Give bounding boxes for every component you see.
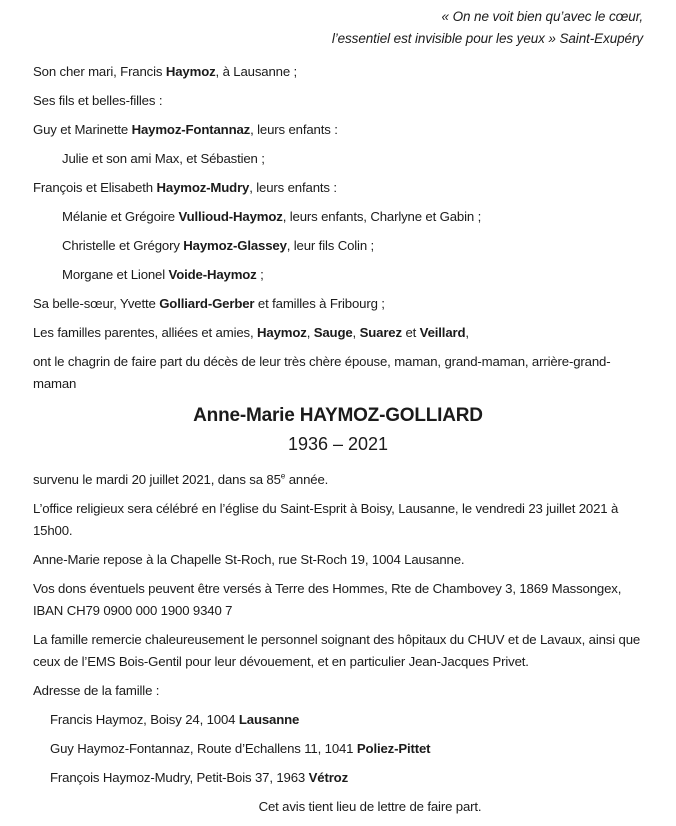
detail-line [33,767,643,789]
emphasized-name: Vétroz [308,770,349,785]
details-section [33,469,643,789]
text-segment: Adresse de la famille : [33,683,160,698]
quote-line-1: « On ne voit bien qu’avec le cœur, [441,9,643,24]
emphasized-name: Haymoz [257,325,307,340]
family-line [33,264,643,286]
text-segment: ; [256,267,264,282]
emphasized-name: Haymoz-Fontannaz [131,122,251,137]
quote-line-2: l’essentiel est invisible pour les yeux » Saint-Exupéry [331,31,643,46]
text-segment: Guy Haymoz-Fontannaz, Route d’Echallens 11, 1041 [50,741,357,756]
text-segment: et [401,325,420,340]
detail-line [33,738,643,760]
text-segment: année. [285,472,329,487]
epigraph-quote [33,6,643,50]
emphasized-name: Poliez-Pittet [356,741,431,756]
family-line [33,351,643,395]
text-segment: Vos dons éventuels peuvent être versés à Terre des Hommes, Rte de Chambovey 3, 1869 Massongex, IBAN CH79 0900 000 1900 9340 7 [33,581,622,618]
emphasized-name: Suarez [359,325,402,340]
emphasized-name: Vullioud-Haymoz [178,209,283,224]
text-segment: Sa belle-sœur, Yvette [33,296,160,311]
detail-line [33,469,643,491]
text-segment: Guy et Marinette [33,122,132,137]
family-line [33,119,643,141]
detail-line [33,709,643,731]
text-segment: La famille remercie chaleureusement le personnel soignant des hôpitaux du CHUV et de Lavaux, ainsi que ceux de l’EMS Bois-Gentil pour leur dévouement, et en particulier Jean-Jacques Privet. [33,632,641,669]
text-segment: ont le chagrin de faire part du décès de leur très chère épouse, maman, grand-maman, arrière-grand-maman [33,354,611,391]
closing-line: Cet avis tient lieu de lettre de faire part. [258,799,482,814]
text-segment: , [306,325,314,340]
text-segment: Anne-Marie repose à la Chapelle St-Roch, rue St-Roch 19, 1004 Lausanne. [33,552,465,567]
text-segment: Christelle et Grégory [62,238,184,253]
family-line [33,206,643,228]
family-line [33,322,643,344]
family-section [33,61,643,395]
family-line [33,148,643,170]
detail-line [33,549,643,571]
text-segment: Morgane et Lionel [62,267,169,282]
text-segment: et familles à Fribourg ; [254,296,385,311]
family-line [33,235,643,257]
text-segment: Ses fils et belles-filles : [33,93,163,108]
emphasized-name: Haymoz-Mudry [156,180,250,195]
text-segment: , leurs enfants, Charlyne et Gabin ; [282,209,482,224]
emphasized-name: Haymoz-Glassey [183,238,287,253]
text-segment: , à Lausanne ; [215,64,298,79]
text-segment: survenu le mardi 20 juillet 2021, dans sa 85 [33,472,281,487]
detail-line [33,680,643,702]
text-segment: , [465,325,469,340]
text-segment: L’office religieux sera célébré en l’église du Saint-Esprit à Boisy, Lausanne, le vendredi 23 juillet 2021 à 15h00. [33,501,619,538]
text-segment: François Haymoz-Mudry, Petit-Bois 37, 1963 [50,770,309,785]
life-years: 1936 – 2021 [287,434,389,454]
ordinal-superscript: e [280,471,286,481]
family-line [33,90,643,112]
deceased-name: Anne-Marie HAYMOZ-GOLLIARD [193,405,483,426]
emphasized-name: Sauge [313,325,353,340]
text-segment: Mélanie et Grégoire [62,209,179,224]
emphasized-name: Golliard-Gerber [159,296,255,311]
emphasized-name: Voide-Haymoz [168,267,257,282]
emphasized-name: Haymoz [165,64,216,79]
text-segment: Les familles parentes, alliées et amies, [33,325,258,340]
detail-line [33,498,643,542]
family-line [33,177,643,199]
announcement-block [33,402,643,458]
detail-line [33,629,643,673]
text-segment: François et Elisabeth [33,180,157,195]
detail-line [33,578,643,622]
family-line [33,61,643,83]
text-segment: , leur fils Colin ; [286,238,375,253]
text-segment: Son cher mari, Francis [33,64,166,79]
text-segment: Julie et son ami Max, et Sébastien ; [62,151,265,166]
text-segment: , leurs enfants : [250,122,338,137]
text-segment: , [352,325,360,340]
emphasized-name: Veillard [419,325,466,340]
text-segment: , leurs enfants : [249,180,337,195]
family-line [33,293,643,315]
text-segment: Francis Haymoz, Boisy 24, 1004 [50,712,239,727]
emphasized-name: Lausanne [238,712,300,727]
